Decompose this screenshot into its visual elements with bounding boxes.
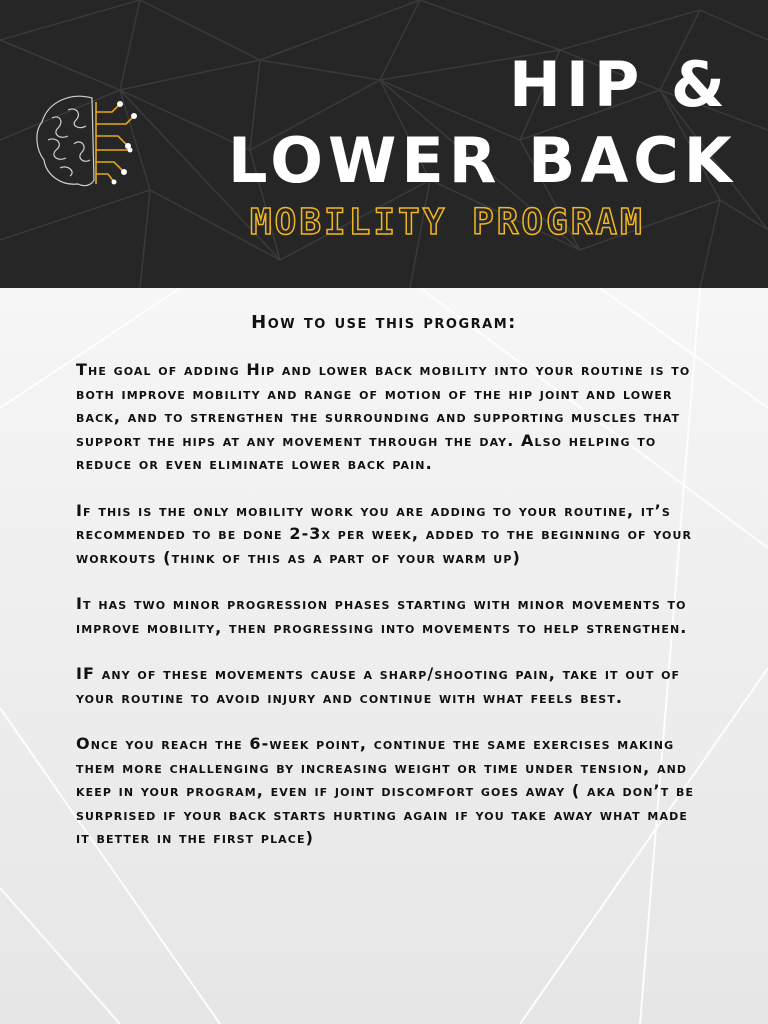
section-heading: How to use this program: xyxy=(251,312,517,333)
subtitle: MOBILITY PROGRAM xyxy=(250,202,645,243)
paragraph-progression: It has two minor progression phases starting with minor movements to improve mobility, then progressing into movements to help strengthen. xyxy=(76,594,688,637)
header-banner xyxy=(0,0,768,288)
paragraph-six-week: Once you reach the 6-week point, continue the same exercises making them more challenging by increasing weight or time under tension, and keep in your program, even if joint discomfort goes away ( aka don’t be surprised if your back starts hurting again if you take away what made it better in the first place) xyxy=(76,734,695,847)
paragraph-frequency: If this is the only mobility work you are adding to your routine, it’s recommended to be done 2-3x per week, added to the beginning of your workouts (think of this as a part of your warm up) xyxy=(76,500,693,567)
brain-circuit-icon xyxy=(30,88,160,198)
instructions-section xyxy=(0,288,768,1024)
paragraph-list xyxy=(76,358,706,873)
paragraph-goal: The goal of adding Hip and lower back mobility into your routine is to both improve mobility and range of motion of the hip joint and lower back, and to strengthen the surrounding and supporting muscles that support the hips at any movement through the day. Also helping to reduce or even eliminate lower back pain. xyxy=(76,360,691,473)
title-line-2: LOWER BACK xyxy=(228,124,737,197)
paragraph-pain-warning: IF any of these movements cause a sharp/shooting pain, take it out of your routine to avoid injury and continue with what feels best. xyxy=(76,664,681,707)
title-line-1: HIP & xyxy=(508,48,730,121)
